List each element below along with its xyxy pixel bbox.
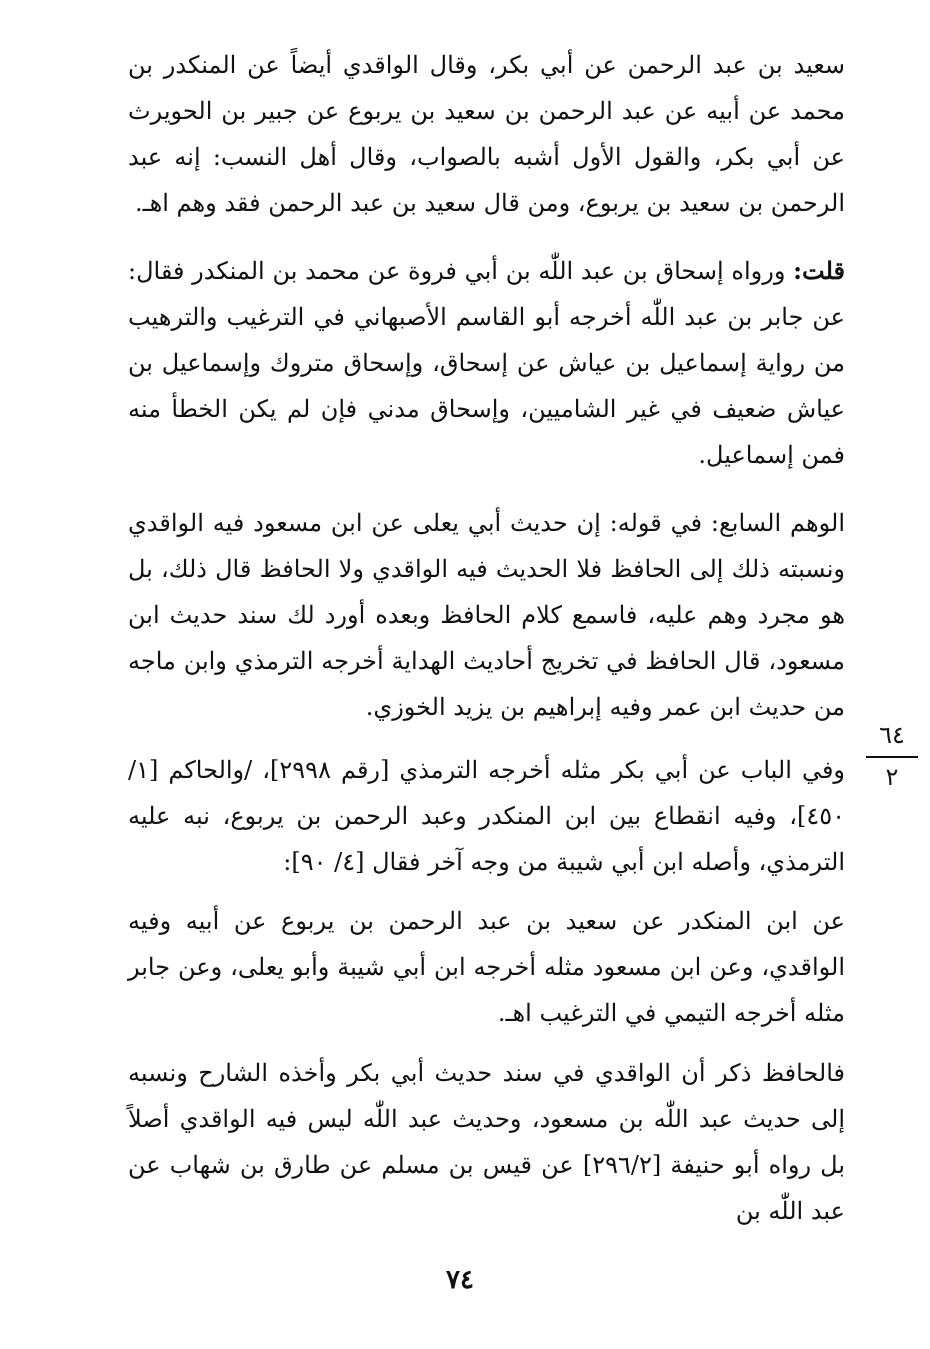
- paragraph-4-text: وفي الباب عن أبي بكر مثله أخرجه الترمذي [رقم ٢٩٩٨]، /والحاكم [١/ ٤٥٠]، وفيه انقطاع بين ابن المنكدر وعبد الرحمن بن يربوع، نبه عليه الترمذي، وأصله ابن أبي شيبة من وجه آخر فقال [٤/ ٩٠]:: [128, 756, 846, 876]
- paragraph-5-text: عن ابن المنكدر عن سعيد بن عبد الرحمن بن يربوع عن أبيه وفيه الواقدي، وعن ابن مسعود مثله أخرجه ابن أبي شيبة وأبو يعلى، وعن جابر مثله أخرجه التيمي في الترغيب اهـ.: [128, 907, 845, 1027]
- paragraph-1-text: سعيد بن عبد الرحمن عن أبي بكر، وقال الواقدي أيضاً عن المنكدر بن محمد عن أبيه عن عبد الرحمن بن سعيد بن يربوع عن جبير بن الحويرث عن أبي بكر، والقول الأول أشبه بالصواب، وقال أهل النسب: إنه عبد الرحمن بن سعيد بن يربوع، ومن قال سعيد بن عبد الرحمن فقد وهم اهـ.: [128, 51, 845, 217]
- paragraph-2: [128, 248, 845, 478]
- margin-folio-note: [862, 720, 922, 792]
- paragraph-6-text: فالحافظ ذكر أن الواقدي في سند حديث أبي بكر وأخذه الشارح ونسبه إلى حديث عبد اللّٰه بن مسعود، وحديث عبد اللّٰه ليس فيه الواقدي أصلاً بل رواه أبو حنيفة [٢٩٦/٢] عن قيس بن مسلم عن طارق بن شهاب عن عبد اللّٰه بن: [128, 1059, 846, 1225]
- paragraph-4: [128, 747, 845, 885]
- page-number: ٧٤: [446, 1265, 474, 1295]
- margin-folio-bottom: ٢: [885, 763, 899, 791]
- paragraph-6: [128, 1050, 845, 1234]
- margin-folio-top: ٦٤: [879, 721, 905, 749]
- paragraph-5: [128, 898, 845, 1036]
- paragraph-1: [128, 42, 845, 226]
- margin-folio-divider: [866, 756, 918, 758]
- paragraph-3-text: الوهم السابع: في قوله: إن حديث أبي يعلى عن ابن مسعود فيه الواقدي ونسبته ذلك إلى الحافظ فلا الحديث فيه الواقدي ولا الحافظ قال ذلك، بل هو مجرد وهم عليه، فاسمع كلام الحافظ وبعده أورد لك سند حديث ابن مسعود، قال الحافظ في تخريج أحاديث الهداية أخرجه الترمذي وابن ماجه من حديث ابن عمر وفيه إبراهيم بن يزيد الخوزي.: [128, 509, 845, 721]
- paragraph-2-lead: قلت:: [793, 256, 845, 285]
- paragraph-2-text: ورواه إسحاق بن عبد اللّٰه بن أبي فروة عن محمد بن المنكدر فقال: عن جابر بن عبد اللّٰه أخرجه أبو القاسم الأصبهاني في الترغيب والترهيب من رواية إسماعيل بن عياش عن إسحاق، وإسحاق متروك وإسماعيل بن عياش ضعيف في غير الشاميين، وإسحاق مدني فإن لم يكن الخطأ منه فمن إسماعيل.: [128, 257, 846, 469]
- paragraph-3: [128, 500, 845, 730]
